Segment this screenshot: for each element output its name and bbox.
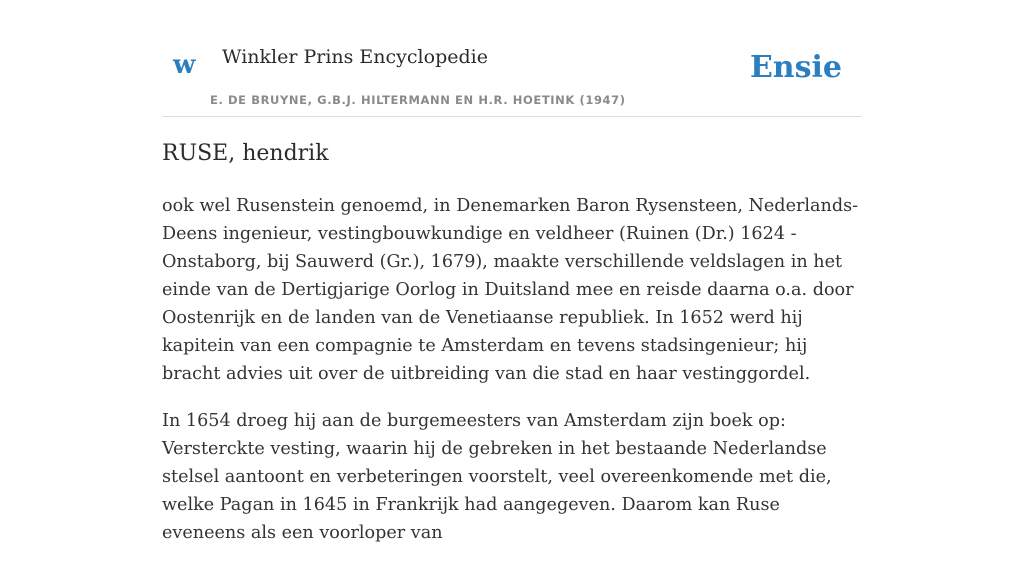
page xyxy=(162,0,862,543)
ensie-logo[interactable]: Ensie xyxy=(749,50,842,85)
article-paragraph-1: ook wel Rusenstein genoemd, in Denemarken Baron Rysensteen, Nederlands-Deens ingenieur, vestingbouwkundige en veldheer (Ruinen (Dr.) 1624 - Onstaborg, bij Sauwerd (Gr.), 1679), maakte verschillende veldslagen in het einde van de Dertigjarige Oorlog in Duitsland mee en reisde daarna o.a. door Oostenrijk en de landen van de Venetiaanse republiek. In 1652 werd hij kapitein van een compagnie te Amsterdam en tevens stadsingenieur; hij bracht advies uit over de uitbreiding van die stad en haar vestinggordel. xyxy=(162,196,859,384)
site-authors: E. DE BRUYNE, G.B.J. HILTERMANN EN H.R. HOETINK (1947) xyxy=(210,93,626,107)
article-title: RUSE, hendrik xyxy=(162,141,329,166)
article-paragraph-2: In 1654 droeg hij aan de burgemeesters van Amsterdam zijn boek op: Versterckte vesting, waarin hij de gebreken in het bestaande Nederlandse stelsel aantoont en verbeteringen voorstelt, veel overeenkomende met die, welke Pagan in 1645 in Frankrijk had aangegeven. Daarom kan Ruse eveneens als een voorloper van xyxy=(162,411,832,543)
site-title[interactable]: Winkler Prins Encyclopedie xyxy=(222,46,488,68)
logo-w-icon[interactable]: w xyxy=(173,50,196,80)
site-header xyxy=(162,0,862,117)
article-body xyxy=(162,192,862,566)
